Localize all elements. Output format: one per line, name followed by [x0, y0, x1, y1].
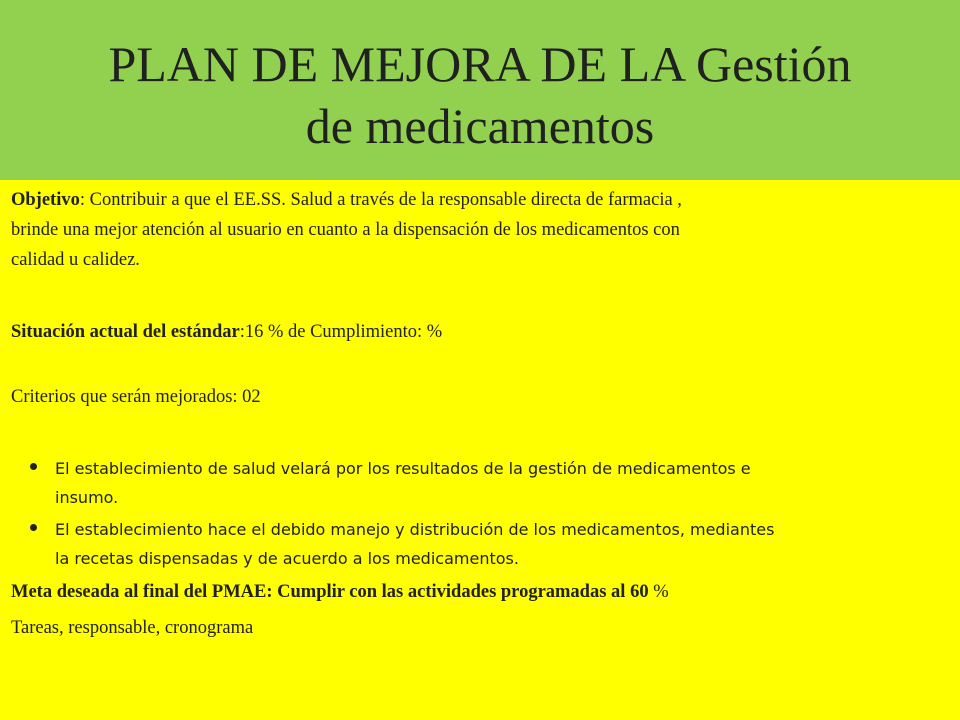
tasks-line: Tareas, responsable, cronograma	[11, 618, 254, 638]
slide-title-line-2: de medicamentos	[305, 98, 655, 154]
goal-label: Meta deseada al final del PMAE: Cumplir con las actividades programadas al 60	[11, 582, 649, 602]
goal-suffix: %	[648, 582, 669, 602]
goal-line	[11, 578, 941, 606]
bullet-1-line-1: El establecimiento de salud velará por los resultados de la gestión de medicamentos e	[55, 459, 751, 478]
current-situation	[11, 318, 941, 346]
slide-title-line-1: PLAN DE MEJORA DE LA Gestión	[108, 36, 852, 92]
bullet-1-line-2: insumo.	[55, 488, 119, 507]
objective-line-1	[11, 186, 941, 214]
bullet-text-2	[55, 515, 945, 573]
bullet-dot-icon	[30, 524, 37, 531]
objective-label: Objetivo	[11, 190, 80, 210]
bullet-text-1	[55, 454, 945, 512]
objective-line-3: calidad u calidez.	[11, 250, 140, 270]
bullet-2-line-2: la recetas dispensadas y de acuerdo a los medicamentos.	[55, 549, 519, 568]
title-band	[0, 0, 960, 180]
objective-text-1: : Contribuir a que el EE.SS. Salud a través de la responsable directa de farmacia ,	[79, 190, 682, 210]
current-situation-label: Situación actual del estándar	[11, 322, 240, 342]
bullet-dot-icon	[30, 463, 37, 470]
current-situation-value: :16 % de Cumplimiento: %	[239, 322, 443, 342]
objective-line-2: brinde una mejor atención al usuario en cuanto a la dispensación de los medicamentos con	[11, 220, 680, 240]
bullet-2-line-1: El establecimiento hace el debido manejo y distribución de los medicamentos, mediantes	[55, 520, 775, 539]
criteria-text: Criterios que serán mejorados: 02	[11, 387, 261, 407]
